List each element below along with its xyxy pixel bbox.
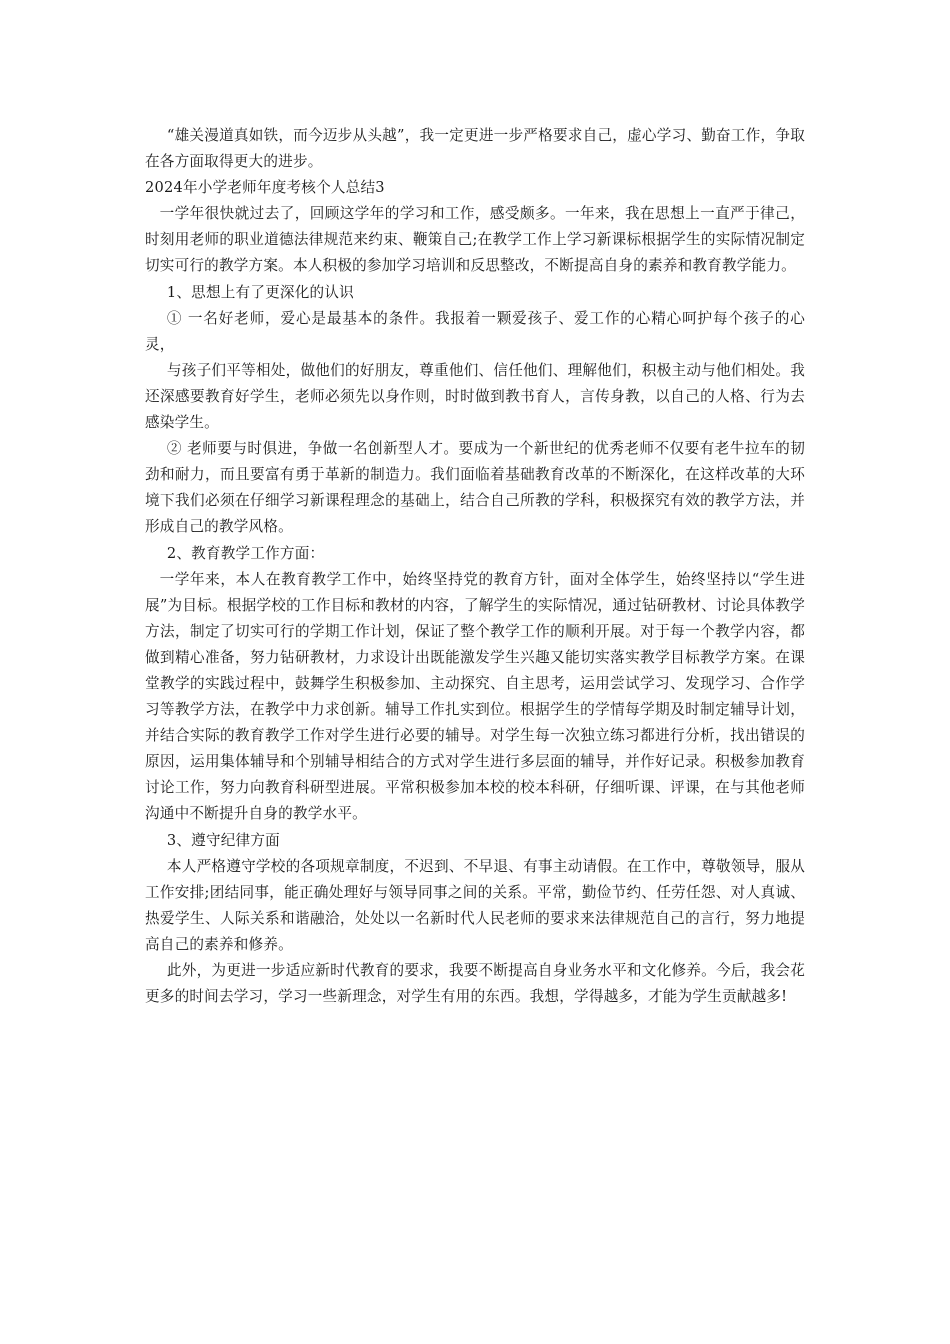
paragraph-love-point: ① 一名好老师，爱心是最基本的条件。我报着一颗爱孩子、爱工作的心精心呵护每个孩子的心灵， xyxy=(145,309,805,353)
paragraph-conclusion: 此外，为更进一步适应新时代教育的要求，我要不断提高自身业务水平和文化修养。今后，我会花更多的时间去学习，学习一些新理念，对学生有用的东西。我想，学得越多，才能为学生贡献越多! xyxy=(145,962,805,1006)
section-title: 2024年小学老师年度考核个人总结3 xyxy=(145,179,385,197)
paragraph-teaching-work: 一学年来，本人在教育教学工作中，始终坚持党的教育方针，面对全体学生，始终坚持以“学生进展”为目标。根据学校的工作目标和教材的内容，了解学生的实际情况，通过钻研教材、讨论具体教学方法，制定了切实可行的学期工作计划，保证了整个教学工作的顺利开展。对于每一个教学内容，都做到精心准备，努力钻研教材，力求设计出既能激发学生兴趣又能切实落实教学目标教学方案。在课堂教学的实践过程中，鼓舞学生积极参加、主动探究、自主思考，运用尝试学习、发现学习、合作学习等教学方法，在教学中力求创新。辅导工作扎实到位。根据学生的学情每学期及时制定辅导计划，并结合实际的教育教学工作对学生进行必要的辅导。对学生每一次独立练习都进行分析，找出错误的原因，运用集体辅导和个别辅导相结合的方式对学生进行多层面的辅导，并作好记录。积极参加教育讨论工作，努力向教育科研型进展。平常积极参加本校的校本科研，仔细听课、评课，在与其他老师沟通中不断提升自身的教学水平。 xyxy=(145,570,805,823)
heading-discipline: 3、遵守纪律方面 xyxy=(166,831,280,849)
heading-thought: 1、思想上有了更深化的认识 xyxy=(166,283,354,301)
paragraph-innovation-point: ② 老师要与时俱进，争做一名创新型人才。要成为一个新世纪的优秀老师不仅要有老牛拉车的韧劲和耐力，而且要富有勇于革新的制造力。我们面临着基础教育改革的不断深化，在这样改革的大环境下我们必须在仔细学习新课程理念的基础上，结合自己所教的学科，积极探究有效的教学方法，并形成自己的教学风格。 xyxy=(145,440,805,536)
document-body xyxy=(145,123,805,1010)
paragraph-discipline: 本人严格遵守学校的各项规章制度，不迟到、不早退、有事主动请假。在工作中，尊敬领导，服从工作安排;团结同事，能正确处理好与领导同事之间的关系。平常，勤俭节约、任劳任怨、对人真诚、热爱学生、人际关系和谐融洽，处处以一名新时代人民老师的要求来法律规范自己的言行，努力地提高自己的素养和修养。 xyxy=(145,857,805,953)
heading-teaching: 2、教育教学工作方面： xyxy=(166,544,325,562)
paragraph-intro: 一学年很快就过去了，回顾这学年的学习和工作，感受颇多。一年来，我在思想上一直严于律己，时刻用老师的职业道德法律规范来约束、鞭策自己;在教学工作上学习新课标根据学生的实际情况制定切实可行的教学方案。本人积极的参加学习培训和反思整改，不断提高自身的素养和教育教学能力。 xyxy=(145,205,805,275)
paragraph-closing-quote: “雄关漫道真如铁，而今迈步从头越”，我一定更进一步严格要求自己，虚心学习、勤奋工作，争取在各方面取得更大的进步。 xyxy=(145,127,805,171)
paragraph-equal-treatment: 与孩子们平等相处，做他们的好朋友，尊重他们、信任他们、理解他们，积极主动与他们相处。我还深感要教育好学生，老师必须先以身作则，时时做到教书育人，言传身教，以自己的人格、行为去感染学生。 xyxy=(145,361,805,432)
